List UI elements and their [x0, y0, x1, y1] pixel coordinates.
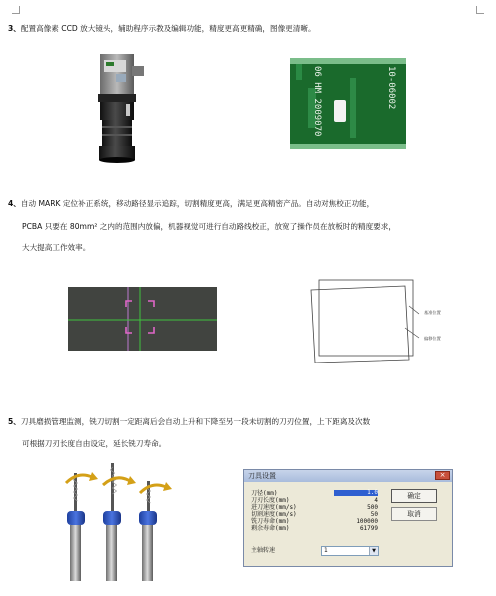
- reference-position-caption: 基准位置: [424, 310, 441, 315]
- spindle-speed-select[interactable]: [321, 546, 379, 556]
- offset-diagram: [305, 278, 455, 363]
- pcb-silkscreen-line-1: 06 HM 2009070: [312, 66, 322, 137]
- section-3-paragraph: [8, 23, 316, 34]
- milling-cutters-image: [58, 455, 178, 583]
- camera-lens-image: [88, 52, 163, 164]
- section-4-text-1: 自动 MARK 定位补正系统，移动路径显示追踪，切割精度更高，满足更高精密产品。自动对焦校正功能，: [20, 199, 375, 208]
- spindle-speed-label: 主轴转速: [251, 547, 276, 554]
- field-input-feed-speed[interactable]: 500: [367, 504, 378, 511]
- chevron-down-icon[interactable]: ▼: [369, 547, 378, 555]
- cancel-button[interactable]: 取消: [391, 507, 437, 521]
- section-5-number: 5、: [8, 417, 21, 426]
- field-label-tool-diameter: 刀径(mm): [251, 490, 278, 497]
- field-label-blade-length: 刀刃长度(mm): [251, 497, 290, 504]
- mark-camera-view-image: [68, 287, 217, 351]
- section-4-line-1: [8, 198, 374, 209]
- page-corner-top-left: [12, 6, 20, 14]
- spindle-speed-value: 1: [324, 547, 328, 554]
- offset-position-caption: 偏移位置: [424, 336, 441, 341]
- dialog-titlebar: [244, 470, 452, 482]
- field-label-remaining-life: 剩余寿命(mm): [251, 525, 290, 532]
- section-4-number: 4、: [8, 199, 21, 208]
- pcb-silkscreen-line-2: 10-06002: [386, 66, 396, 110]
- close-icon[interactable]: ×: [435, 471, 450, 480]
- page-corner-top-right: [476, 6, 484, 14]
- dialog-title: 刀具设置: [248, 472, 276, 480]
- field-input-remaining-life[interactable]: 61799: [359, 525, 378, 532]
- field-input-tool-diameter[interactable]: 1.0: [334, 490, 378, 496]
- section-5-line-1: [8, 416, 370, 427]
- field-input-cut-speed[interactable]: 50: [370, 511, 378, 518]
- field-label-cut-speed: 切割速度(mm/s): [251, 511, 297, 518]
- section-3-text: 配置高像素 CCD 放大镜头，辅助程序示教及编辑功能，精度更高更精确，图像更清晰。: [20, 24, 316, 33]
- field-input-tool-life[interactable]: 100000: [356, 518, 378, 525]
- pcb-closeup-image: [290, 58, 406, 149]
- section-4-line-3: 大大提高工作效率。: [22, 243, 91, 252]
- section-4-line-2: PCBA 只要在 80mm² 之内的范围内放偏，机器视觉可进行自动路线校正，放宽了操作员在放板时的精度要求，: [22, 222, 396, 231]
- section-5-line-2: 可根据刀刃长度自由设定，延长铣刀寿命。: [22, 439, 167, 448]
- section-3-number: 3、: [8, 24, 21, 33]
- section-5-text-1: 刀具磨损管理监测，铣刀切割一定距离后会自动上升和下降至另一段未切割的刀刃位置，上下距离及次数: [20, 417, 371, 426]
- ok-button[interactable]: 确定: [391, 489, 437, 503]
- field-label-tool-life: 铣刀寿命(mm): [251, 518, 290, 525]
- field-input-blade-length[interactable]: 4: [374, 497, 378, 504]
- field-label-feed-speed: 进刀速度(mm/s): [251, 504, 297, 511]
